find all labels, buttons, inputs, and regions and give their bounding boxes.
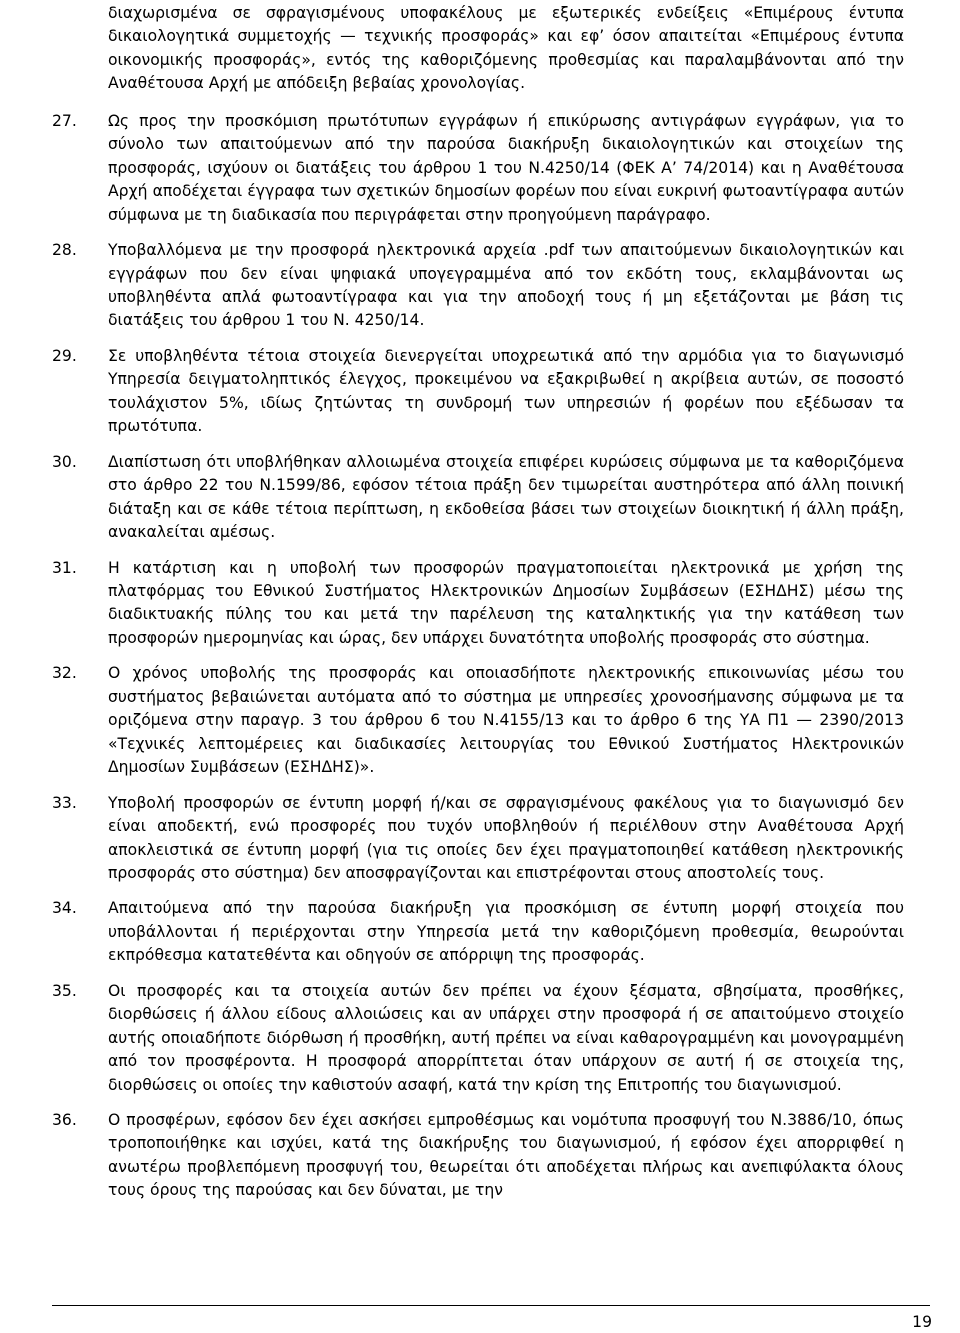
paragraph-number: 28. [52, 241, 77, 260]
paragraph-number: 34. [52, 899, 77, 918]
paragraph-36 [52, 1109, 904, 1203]
paragraph-text: Οι προσφορές και τα στοιχεία αυτών δεν πρέπει να έχουν ξέσματα, σβησίματα, προσθήκες, διορθώσεις ή άλλου είδους αλλοιώσεις και αν υπάρχει στην προσφορά ή σε απαιτούμενο στοιχείο αυτής οποιαδήποτε διόρθωση ή προσθήκη, αυτή πρέπει να είναι καθαρογραμμένη και μονογραμμένη από τον προσφέροντα. Η προσφορά απορρίπτεται όταν υπάρχουν σε αυτή ή σε στοιχεία της, διορθώσεις οι οποίες την καθιστούν ασαφή, κατά την κρίση της Επιτροπής του διαγωνισμού. [108, 981, 904, 1094]
paragraph-30 [52, 451, 904, 545]
paragraph-33 [52, 792, 904, 886]
paragraph-31 [52, 557, 904, 651]
document-page [52, 2, 904, 1215]
footer-divider [52, 1305, 930, 1306]
paragraph-27 [52, 110, 904, 227]
paragraph-text: Ο χρόνος υποβολής της προσφοράς και οποιασδήποτε ηλεκτρονικής επικοινωνίας μέσω του συστήματος βεβαιώνεται αυτόματα από το σύστημα με υπηρεσίες χρονοσήμανσης σύμφωνα με τα οριζόμενα στην παραγρ. 3 του άρθρου 6 του Ν.4155/13 και το άρθρο 6 της ΥΑ Π1 — 2390/2013 «Τεχνικές λεπτομέρειες και διαδικασίες λειτουργίας του Εθνικού Συστήματος Ηλεκτρονικών Δημοσίων Συμβάσεων (ΕΣΗΔΗΣ)». [108, 664, 904, 777]
paragraph-32 [52, 662, 904, 779]
paragraph-text: Ο προσφέρων, εφόσον δεν έχει ασκήσει εμπροθέσμως και νομότυπα προσφυγή του Ν.3886/10, όπως τροποποιήθηκε και ισχύει, κατά της διακήρυξης του διαγωνισμού, ή εφόσον έχει απορριφθεί η ανωτέρω προβλεπόμενη προσφυγή του, θεωρείται ότι αποδέχεται πλήρως και ανεπιφύλακτα όλους τους όρους της παρούσας και δεν δύναται, με την [108, 1111, 904, 1200]
paragraph-35 [52, 980, 904, 1097]
paragraph-text: Η κατάρτιση και η υποβολή των προσφορών πραγματοποιείται ηλεκτρονικά με χρήση της πλατφόρμας του Εθνικού Συστήματος Ηλεκτρονικών Δημοσίων Συμβάσεων (ΕΣΗΔΗΣ) μέσω της διαδικτυακής πύλης του και μετά την παρέλευση της καταληκτικής για την κατάθεση των προσφορών ημερομηνίας και ώρας, δεν υπάρχει δυνατότητα υποβολής προσφοράς στο σύστημα. [108, 558, 904, 647]
paragraph-text: Ως προς την προσκόμιση πρωτότυπων εγγράφων ή επικύρωσης αντιγράφων εγγράφων, για το σύνολο των απαιτούμενων από την παρούσα διακήρυξη δικαιολογητικών και στοιχείων της προσφοράς, ισχύουν οι διατάξεις του άρθρου 1 του Ν.4250/14 (ΦΕΚ Α’ 74/2014) και η Αναθέτουσα Αρχή αποδέχεται έγγραφα των σχετικών δημοσίων φορέων που είναι ευκρινή φωτοαντίγραφα αυτών σύμφωνα με τη διαδικασία που περιγράφεται στην προηγούμενη παράγραφο. [108, 111, 904, 224]
paragraph-text: Υποβολή προσφορών σε έντυπη μορφή ή/και σε σφραγισμένους φακέλους για το διαγωνισμό δεν είναι αποδεκτή, ενώ προσφορές που τυχόν υποβληθούν ή περιέλθουν στην Αναθέτουσα Αρχή αποκλειστικά σε έντυπη μορφή (για τις οποίες δεν έχει πραγματοποιηθεί κατάθεση ηλεκτρονικής προσφοράς στο σύστημα) δεν αποσφραγίζονται και επιστρέφονται στους αποστολείς τους. [108, 793, 904, 882]
paragraph-number: 27. [52, 111, 77, 130]
paragraph-number: 33. [52, 793, 77, 812]
paragraph-text: διαχωρισμένα σε σφραγισμένους υποφακέλους με εξωτερικές ενδείξεις «Επιμέρους έντυπα δικαιολογητικά συμμετοχής — τεχνικής προσφοράς» και εφ’ όσον απαιτείται «Επιμέρους έντυπα οικονομικής προσφοράς», εντός της καθοριζόμενης προθεσμίας και παραλαμβάνονται από την Αναθέτουσα Αρχή με απόδειξη βεβαίας χρονολογίας. [108, 4, 904, 93]
paragraph-28 [52, 239, 904, 333]
paragraph-29 [52, 345, 904, 439]
continuation-paragraph [52, 2, 904, 96]
paragraph-text: Διαπίστωση ότι υποβλήθηκαν αλλοιωμένα στοιχεία επιφέρει κυρώσεις σύμφωνα με τα καθοριζόμενα στο άρθρο 22 του Ν.1599/86, εφόσον τέτοια πράξη δεν τιμωρείται αυστηρότερα από άλλη ποινική διάταξη και σε κάθε τέτοια περίπτωση, η εκδοθείσα βάσει των στοιχείων διοικητική ή άλλη πράξη, ανακαλείται αμέσως. [108, 452, 904, 542]
paragraph-text: Υποβαλλόμενα με την προσφορά ηλεκτρονικά αρχεία .pdf των απαιτούμενων δικαιολογητικών και εγγράφων που δεν είναι ψηφιακά υπογεγραμμένα από τον εκδότη τους, εκλαμβάνονται ως υποβληθέντα απλά φωτοαντίγραφα και για την αποδοχή τους ή μη εξετάζονται με βάση τις διατάξεις του άρθρου 1 του Ν. 4250/14. [108, 241, 904, 330]
paragraph-number: 36. [52, 1111, 77, 1130]
paragraph-text: Απαιτούμενα από την παρούσα διακήρυξη για προσκόμιση σε έντυπη μορφή στοιχεία που υποβάλλονται ή περιέρχονται στην Υπηρεσία μετά την καθοριζόμενη προθεσμία, θεωρούνται εκπρόθεσμα κατατεθέντα και οδηγούν σε απόρριψη της προσφοράς. [108, 899, 904, 965]
page-number: 19 [912, 1313, 932, 1331]
paragraph-34 [52, 897, 904, 967]
paragraph-number: 30. [52, 452, 77, 471]
paragraph-number: 29. [52, 346, 77, 365]
paragraph-text: Σε υποβληθέντα τέτοια στοιχεία διενεργείται υποχρεωτικά από την αρμόδια για το διαγωνισμό Υπηρεσία δειγματοληπτικός έλεγχος, προκειμένου να εξακριβωθεί η ακρίβεια αυτών, σε ποσοστό τουλάχιστον 5%, ιδίως ζητώντας τη συνδρομή των υπηρεσιών ή φορέων που εξέδωσαν τα πρωτότυπα. [108, 346, 904, 436]
paragraph-number: 35. [52, 981, 77, 1000]
paragraph-number: 32. [52, 664, 77, 683]
paragraph-number: 31. [52, 558, 77, 577]
